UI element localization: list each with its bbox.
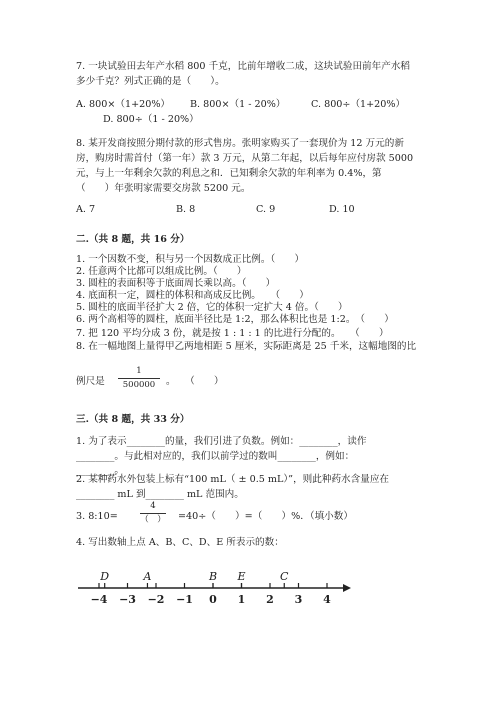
tick-label: −4 bbox=[90, 593, 108, 606]
tick-label: −2 bbox=[147, 593, 165, 606]
point-label-e: E bbox=[237, 570, 246, 583]
point-label-a: A bbox=[143, 570, 152, 583]
arrow-icon bbox=[343, 584, 351, 592]
q3-fraction bbox=[140, 501, 166, 526]
s2-item-3: 3. 圆柱的表面积等于底面周长乘以高。（ ） bbox=[76, 278, 276, 289]
q8-option-a: A. 7 bbox=[76, 204, 96, 215]
s2-item-2: 2. 任意两个比都可以组成比例。（ ） bbox=[76, 266, 247, 277]
s2-item-8: 8. 在一幅地图上量得甲乙两地相距 5 厘米，实际距离是 25 千米，这幅地图的比 bbox=[76, 341, 417, 352]
number-line bbox=[0, 560, 500, 620]
tick-label: 1 bbox=[237, 593, 246, 606]
tick-label: −1 bbox=[176, 593, 193, 606]
s3-q2-line2: ________ mL 到________ mL 范围内。 bbox=[76, 489, 244, 500]
scale-fraction bbox=[118, 366, 160, 391]
s3-q1-line2: ________。与此相对应的，我们以前学过的数叫________，例如： bbox=[76, 451, 355, 462]
s2-item-4: 4. 底面积一定，圆柱的体积和高成反比例。 （ ） bbox=[76, 290, 309, 301]
s3-q1-line3: ________。 bbox=[76, 465, 124, 476]
tick-label: 0 bbox=[209, 593, 217, 606]
fraction-bar bbox=[118, 378, 160, 379]
scale-fraction-numerator: 1 bbox=[136, 366, 142, 376]
s2-item-8-prefix: 例尺是 bbox=[76, 376, 105, 387]
q8-line4: （ ）年张明家需要交房款 5200 元。 bbox=[76, 183, 251, 194]
s2-item-5: 5. 圆柱的底面半径扩大 2 倍，它的体积一定扩大 4 倍。（ ） bbox=[76, 302, 348, 313]
tick-label: 3 bbox=[294, 593, 303, 606]
q7-option-c: C. 800÷（1+20%） bbox=[311, 99, 406, 110]
tick-label: 2 bbox=[266, 593, 274, 606]
q7-option-b: B. 800×（1 - 20%） bbox=[190, 99, 286, 110]
q7-line2: 多少千克？列式正确的是（ ）。 bbox=[76, 76, 225, 87]
s2-item-8-suffix: 。 （ ） bbox=[166, 376, 224, 387]
section2-title: 二.（共 8 题，共 16 分） bbox=[76, 234, 190, 245]
q8-option-c: C. 9 bbox=[256, 204, 276, 215]
q8-line3: 元，与上一年剩余欠款的利息之和．已知剩余欠款的年利率为 0.4%，第 bbox=[76, 168, 382, 179]
s2-item-1: 1. 一个因数不变，积与另一个因数成正比例。（ ） bbox=[76, 254, 305, 265]
q3-fraction-denominator: （ ） bbox=[140, 515, 166, 525]
s3-q4-line1: 4. 写出数轴上点 A、B、C、D、E 所表示的数： bbox=[76, 537, 284, 548]
s3-q2-line1: 2. 某种药水外包装上标有“100 mL（ ± 0.5 mL）”，则此种药水含量应在 bbox=[76, 474, 390, 485]
tick-label: 4 bbox=[323, 593, 331, 606]
s2-item-6: 6. 两个高相等的圆柱，底面半径比是 1:2，那么体积比也是 1:2。 （ ） bbox=[76, 314, 394, 325]
s3-q3-prefix: 3. 8:10= bbox=[76, 511, 118, 522]
fraction-bar bbox=[140, 513, 166, 514]
q8-line1: 8. 某开发商按照分期付款的形式售房。张明家购买了一套现价为 12 万元的新 bbox=[76, 138, 404, 149]
q8-line2: 房，购房时需首付（第一年）款 3 万元，从第二年起，以后每年应付房款 5000 bbox=[76, 153, 414, 164]
s2-item-7: 7. 把 120 平均分成 3 份，就是按 1 : 1 : 1 的比进行分配的。 （ ） bbox=[76, 328, 389, 339]
point-label-b: B bbox=[208, 570, 218, 583]
point-label-d: D bbox=[100, 570, 110, 583]
section3-title: 三.（共 8 题，共 33 分） bbox=[76, 414, 190, 425]
point-label-c: C bbox=[280, 570, 289, 583]
s3-q3-suffix: =40÷（ ）=（ ）%．（填小数） bbox=[178, 511, 353, 522]
q8-option-b: B. 8 bbox=[176, 204, 196, 215]
q3-fraction-numerator: 4 bbox=[150, 501, 156, 511]
q7-line1: 7. 一块试验田去年产水稻 800 千克，比前年增收二成，这块试验田前年产水稻 bbox=[76, 61, 411, 72]
s3-q1-line1: 1. 为了表示________的量，我们引进了负数。例如：________，读作 bbox=[76, 436, 367, 447]
q7-option-a: A. 800×（1+20%） bbox=[76, 99, 171, 110]
q8-option-d: D. 10 bbox=[329, 204, 355, 215]
tick-label: −3 bbox=[119, 593, 136, 606]
scale-fraction-denominator: 500000 bbox=[122, 380, 156, 390]
q7-option-d: D. 800÷（1 - 20%） bbox=[103, 114, 199, 125]
